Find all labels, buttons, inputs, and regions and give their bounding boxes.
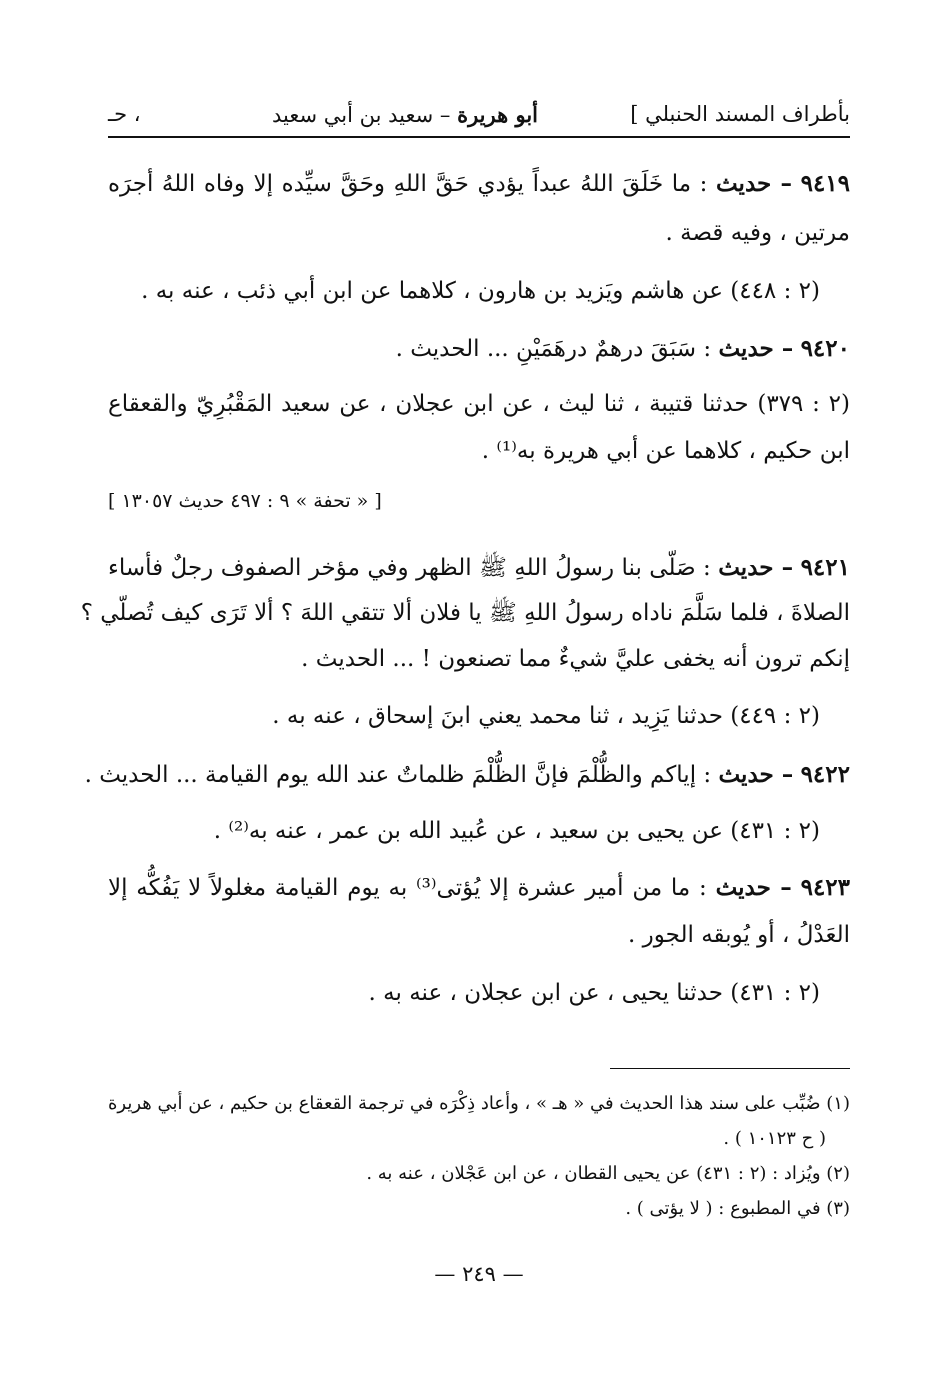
hadith-9421-line-2: الصلاةَ ، فلما سَلَّمَ ناداه رسولُ اللهِ ﷺ يا فلان ألا تتقي اللهَ ؟ ألا تَرَى كيف تُصلّي ؟ bbox=[80, 600, 850, 626]
footnote-2: (٢) ويُزاد : (٢ : ٤٣١) عن يحيى القطان ، عن ابن عَجْلان ، عنه به . bbox=[366, 1163, 850, 1184]
hadith-text: : ما من أمير عشرة إلا يُؤتى⁽³⁾ به يوم القيامة مغلولاً لا يَفُكُّه إلا bbox=[108, 875, 707, 901]
hadith-9422-line-1 bbox=[84, 761, 850, 788]
hadith-label: – حديث bbox=[715, 874, 792, 901]
hadith-9423-source: (٢ : ٤٣١) حدثنا يحيى ، عن ابن عجلان ، عنه به . bbox=[368, 980, 820, 1006]
header-book-title: بأطراف المسند الحنبلي ] bbox=[630, 102, 850, 126]
header-section bbox=[272, 102, 538, 127]
hadith-text: : سَبَقَ درهمٌ درهَمَيْنِ ... الحديث . bbox=[395, 336, 712, 362]
hadith-9419-line-1 bbox=[108, 172, 850, 196]
hadith-9421-source: (٢ : ٤٤٩) حدثنا يَزِيد ، ثنا محمد يعني ابنَ إسحاق ، عنه به . bbox=[272, 703, 820, 729]
footnote-1-line-2: ( ح ١٠١٢٣ ) . bbox=[723, 1128, 826, 1149]
hadith-text: : صَلّى بنا رسولُ اللهِ ﷺ الظهر وفي مؤخر الصفوف رجلٌ فأساء bbox=[108, 555, 711, 581]
hadith-9421-line-3: إنكم ترون أنه يخفى عليَّ شيءٌ مما تصنعون ! ... الحديث . bbox=[301, 646, 850, 672]
header-volume: ، حـ bbox=[108, 102, 141, 126]
hadith-text: : إياكم والظُّلْمَ فإنَّ الظُّلْمَ ظلماتٌ عند الله يوم القيامة ... الحديث . bbox=[84, 762, 712, 788]
hadith-label: – حديث bbox=[715, 170, 793, 197]
hadith-number: ٩٤٢٢ bbox=[800, 761, 850, 788]
hadith-number: ٩٤٢١ bbox=[800, 554, 850, 581]
hadith-9420-tuhfa-ref: [ « تحفة » ٩ : ٤٩٧ حديث ١٣٠٥٧ ] bbox=[108, 490, 382, 512]
hadith-label: – حديث bbox=[718, 335, 794, 362]
hadith-9423-line-1 bbox=[108, 876, 850, 900]
hadith-label: – حديث bbox=[718, 554, 794, 581]
hadith-9419-source: (٢ : ٤٤٨) عن هاشم ويَزيد بن هارون ، كلاهما عن ابن أبي ذئب ، عنه به . bbox=[141, 278, 820, 304]
header-section-rest: – سعيد بن أبي سعيد bbox=[272, 103, 458, 127]
hadith-9419-line-2: مرتين ، وفيه قصة . bbox=[665, 220, 850, 246]
header-section-name: أبو هريرة bbox=[457, 102, 538, 127]
hadith-9420-source-1: (٢ : ٣٧٩) حدثنا قتيبة ، ثنا ليث ، عن ابن عجلان ، عن سعيد المَقْبُرِيّ والقعقاع bbox=[108, 391, 850, 417]
page bbox=[80, 0, 851, 1373]
page-number: — ٢٤٩ — bbox=[434, 1262, 524, 1286]
hadith-label: – حديث bbox=[718, 761, 794, 788]
header-rule bbox=[108, 136, 850, 138]
hadith-text: : ما خَلَقَ اللهُ عبداً يؤدي حَقَّ اللهِ وحَقَّ سيِّده إلا وفاه اللهُ أجرَه bbox=[108, 171, 708, 197]
footnote-rule bbox=[610, 1068, 850, 1069]
hadith-number: ٩٤١٩ bbox=[800, 170, 851, 197]
running-header bbox=[108, 96, 850, 136]
footnote-3: (٣) في المطبوع : ( لا يؤتى ) . bbox=[625, 1198, 850, 1219]
hadith-number: ٩٤٢٣ bbox=[800, 874, 851, 901]
hadith-9423-line-2: العَدْلُ ، أو يُوبقه الجور . bbox=[628, 922, 850, 948]
hadith-number: ٩٤٢٠ bbox=[800, 335, 850, 362]
hadith-9421-line-1 bbox=[108, 556, 850, 580]
hadith-9422-source: (٢ : ٤٣١) عن يحيى بن سعيد ، عن عُبيد الله بن عمر ، عنه به⁽²⁾ . bbox=[213, 818, 820, 844]
hadith-9420-line-1 bbox=[108, 337, 850, 361]
footnote-1-line-1: (١) ضُبِّب على سند هذا الحديث في « هـ » ، وأعاد ذِكْرَه في ترجمة القعقاع بن حكيم ، عن أبي هريرة bbox=[108, 1093, 850, 1114]
hadith-9420-source-2: ابن حكيم ، كلاهما عن أبي هريرة به⁽¹⁾ . bbox=[481, 438, 850, 464]
